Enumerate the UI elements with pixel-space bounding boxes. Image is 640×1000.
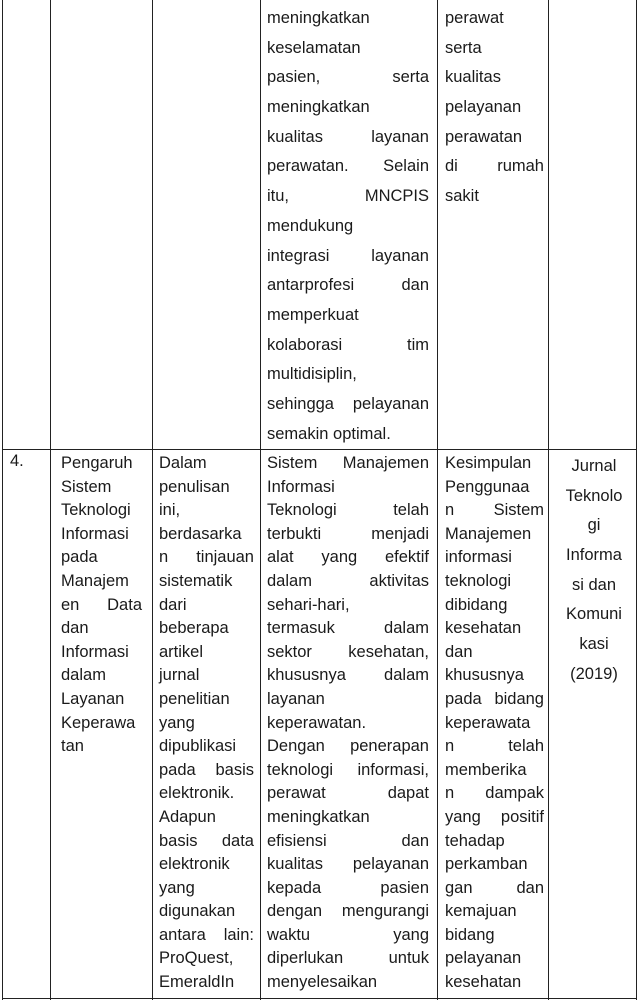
- text-line: keperawata: [445, 713, 531, 732]
- text-line: tehadap: [445, 831, 505, 850]
- text-line: ini,: [159, 501, 181, 520]
- text-line: teknologi: [445, 571, 512, 590]
- text-line: elektronik: [159, 855, 230, 874]
- text-line: (2019): [570, 664, 618, 683]
- text-line: en Data: [61, 595, 142, 614]
- row-number: [10, 452, 24, 471]
- text-line: pada: [61, 548, 98, 567]
- text-line: si dan: [571, 575, 617, 594]
- text-line: integrasi layanan: [267, 246, 429, 265]
- text-line: Manajemen: [445, 524, 532, 543]
- text-line: meningkatkan: [267, 807, 370, 826]
- text-line: EmeraldIn: [159, 973, 235, 992]
- text-line: mendukung: [267, 216, 354, 235]
- text-line: teknologi informasi,: [267, 760, 429, 779]
- text-line: Sistem Manajemen: [267, 454, 429, 472]
- table-border-col1: [50, 0, 51, 1000]
- text-line: menyelesaikan: [267, 973, 378, 992]
- text-line: Teknologi telah: [267, 501, 429, 520]
- text-line: pelayanan: [445, 98, 522, 117]
- table-border-right: [636, 0, 637, 1000]
- text-line: dibidang: [445, 595, 508, 614]
- row4-source-cell: [552, 452, 636, 690]
- text-line: Informasi: [61, 642, 129, 661]
- table-border-bottom: [2, 998, 637, 999]
- text-line: n tinjauan: [159, 548, 254, 567]
- text-line: kualitas layanan: [267, 127, 429, 146]
- text-line: terbukti menjadi: [267, 524, 429, 543]
- text-line: keselamatan: [267, 38, 361, 57]
- text-line: n telah: [445, 737, 544, 756]
- row-number-text: 4.: [10, 452, 24, 470]
- text-line: Sistem: [61, 477, 112, 496]
- text-line: antarprofesi dan: [267, 276, 429, 295]
- text-line: yang: [159, 878, 195, 897]
- text-line: kesehatan: [445, 619, 522, 638]
- text-line: Informasi: [61, 524, 129, 543]
- text-line: khususnya dalam: [267, 666, 429, 685]
- text-line: elektronik.: [159, 784, 235, 803]
- text-line: penulisan: [159, 477, 230, 496]
- text-line: Adapun: [159, 807, 216, 826]
- text-line: gan dan: [445, 878, 544, 897]
- text-line: ProQuest,: [159, 949, 234, 968]
- table-border-col4: [437, 0, 438, 1000]
- text-line: Penggunaa: [445, 477, 530, 496]
- table-border-left: [2, 0, 3, 1000]
- text-line: Informa: [566, 546, 622, 565]
- text-line: bidang: [445, 925, 495, 944]
- text-line: sistematik: [159, 571, 233, 590]
- text-line: kemajuan: [445, 902, 517, 921]
- text-line: perawat: [445, 9, 504, 27]
- text-line: kualitas pelayanan: [267, 855, 429, 874]
- row4-method-cell: [159, 452, 254, 995]
- text-line: informasi: [445, 548, 512, 567]
- text-line: Manajem: [61, 571, 129, 590]
- text-line: dalam aktivitas: [267, 571, 429, 590]
- text-line: sehari-hari,: [267, 595, 350, 614]
- text-line: kolaborasi tim: [267, 335, 429, 354]
- text-line: beberapa: [159, 619, 229, 638]
- text-line: pada bidang: [445, 689, 544, 708]
- text-line: multidisiplin,: [267, 365, 357, 384]
- text-line: dan: [445, 642, 473, 661]
- text-line: Layanan: [61, 689, 125, 708]
- text-line: termasuk dalam: [267, 619, 429, 638]
- text-line: digunakan: [159, 902, 236, 921]
- text-line: waktu yang: [267, 925, 429, 944]
- top-row-result-cell: [267, 4, 429, 449]
- text-line: dan: [61, 619, 89, 638]
- text-line: Teknolo: [565, 486, 623, 505]
- text-line: n dampak: [445, 784, 544, 803]
- row4-title-cell: [61, 452, 142, 759]
- top-row-conclusion-cell: [445, 4, 544, 212]
- text-line: pelayanan: [445, 949, 522, 968]
- text-line: efisiensi dan: [267, 831, 429, 850]
- text-line: memperkuat: [267, 305, 359, 324]
- text-line: sektor kesehatan,: [267, 642, 429, 661]
- table-border-col5: [548, 0, 549, 1000]
- table-border-col3: [260, 0, 261, 1000]
- text-line: Jurnal: [571, 457, 617, 475]
- text-line: Dalam: [159, 454, 207, 472]
- text-line: Pengaruh: [61, 454, 133, 472]
- text-line: yang positif: [445, 807, 544, 826]
- text-line: perawatan: [445, 127, 523, 146]
- text-line: tan: [61, 737, 84, 756]
- text-line: kepada pasien: [267, 878, 429, 897]
- text-line: memberika: [445, 760, 527, 779]
- text-line: semakin optimal.: [267, 424, 391, 443]
- text-line: dipublikasi: [159, 737, 237, 756]
- text-line: meningkatkan: [267, 9, 370, 27]
- text-line: layanan: [267, 689, 325, 708]
- text-line: dalam: [61, 666, 106, 685]
- text-line: itu, MNCPIS: [267, 187, 429, 206]
- text-line: dari: [159, 595, 187, 614]
- text-line: gi: [587, 516, 601, 535]
- text-line: perawat dapat: [267, 784, 429, 803]
- text-line: Dengan penerapan: [267, 737, 429, 756]
- text-line: pasien, serta: [267, 68, 429, 87]
- text-line: dengan mengurangi: [267, 902, 429, 921]
- text-line: jurnal: [159, 666, 200, 685]
- text-line: Kesimpulan: [445, 454, 532, 472]
- text-line: Komuni: [566, 605, 622, 624]
- text-line: pada basis: [159, 760, 254, 779]
- text-line: di rumah: [445, 157, 544, 176]
- text-line: yang: [159, 713, 195, 732]
- text-line: perawatan. Selain: [267, 157, 429, 176]
- row4-conclusion-cell: [445, 452, 544, 995]
- text-line: serta: [445, 38, 482, 57]
- table-border-col2: [152, 0, 153, 1000]
- text-line: Teknologi: [61, 501, 131, 520]
- text-line: artikel: [159, 642, 204, 661]
- text-line: sehingga pelayanan: [267, 394, 429, 413]
- text-line: kasi: [579, 635, 609, 654]
- text-line: n Sistem: [445, 501, 544, 520]
- text-line: antara lain:: [159, 925, 254, 944]
- text-line: sakit: [445, 187, 479, 206]
- text-line: Informasi: [267, 477, 335, 496]
- text-line: diperlukan untuk: [267, 949, 429, 968]
- text-line: kualitas: [445, 68, 501, 87]
- text-line: alat yang efektif: [267, 548, 429, 567]
- row4-result-cell: [267, 452, 429, 995]
- text-line: penelitian: [159, 689, 230, 708]
- text-line: khususnya: [445, 666, 524, 685]
- text-line: keperawatan.: [267, 713, 367, 732]
- text-line: perkamban: [445, 855, 528, 874]
- text-line: kesehatan: [445, 973, 522, 992]
- text-line: meningkatkan: [267, 98, 370, 117]
- text-line: basis data: [159, 831, 254, 850]
- text-line: berdasarka: [159, 524, 242, 543]
- text-line: Keperawa: [61, 713, 136, 732]
